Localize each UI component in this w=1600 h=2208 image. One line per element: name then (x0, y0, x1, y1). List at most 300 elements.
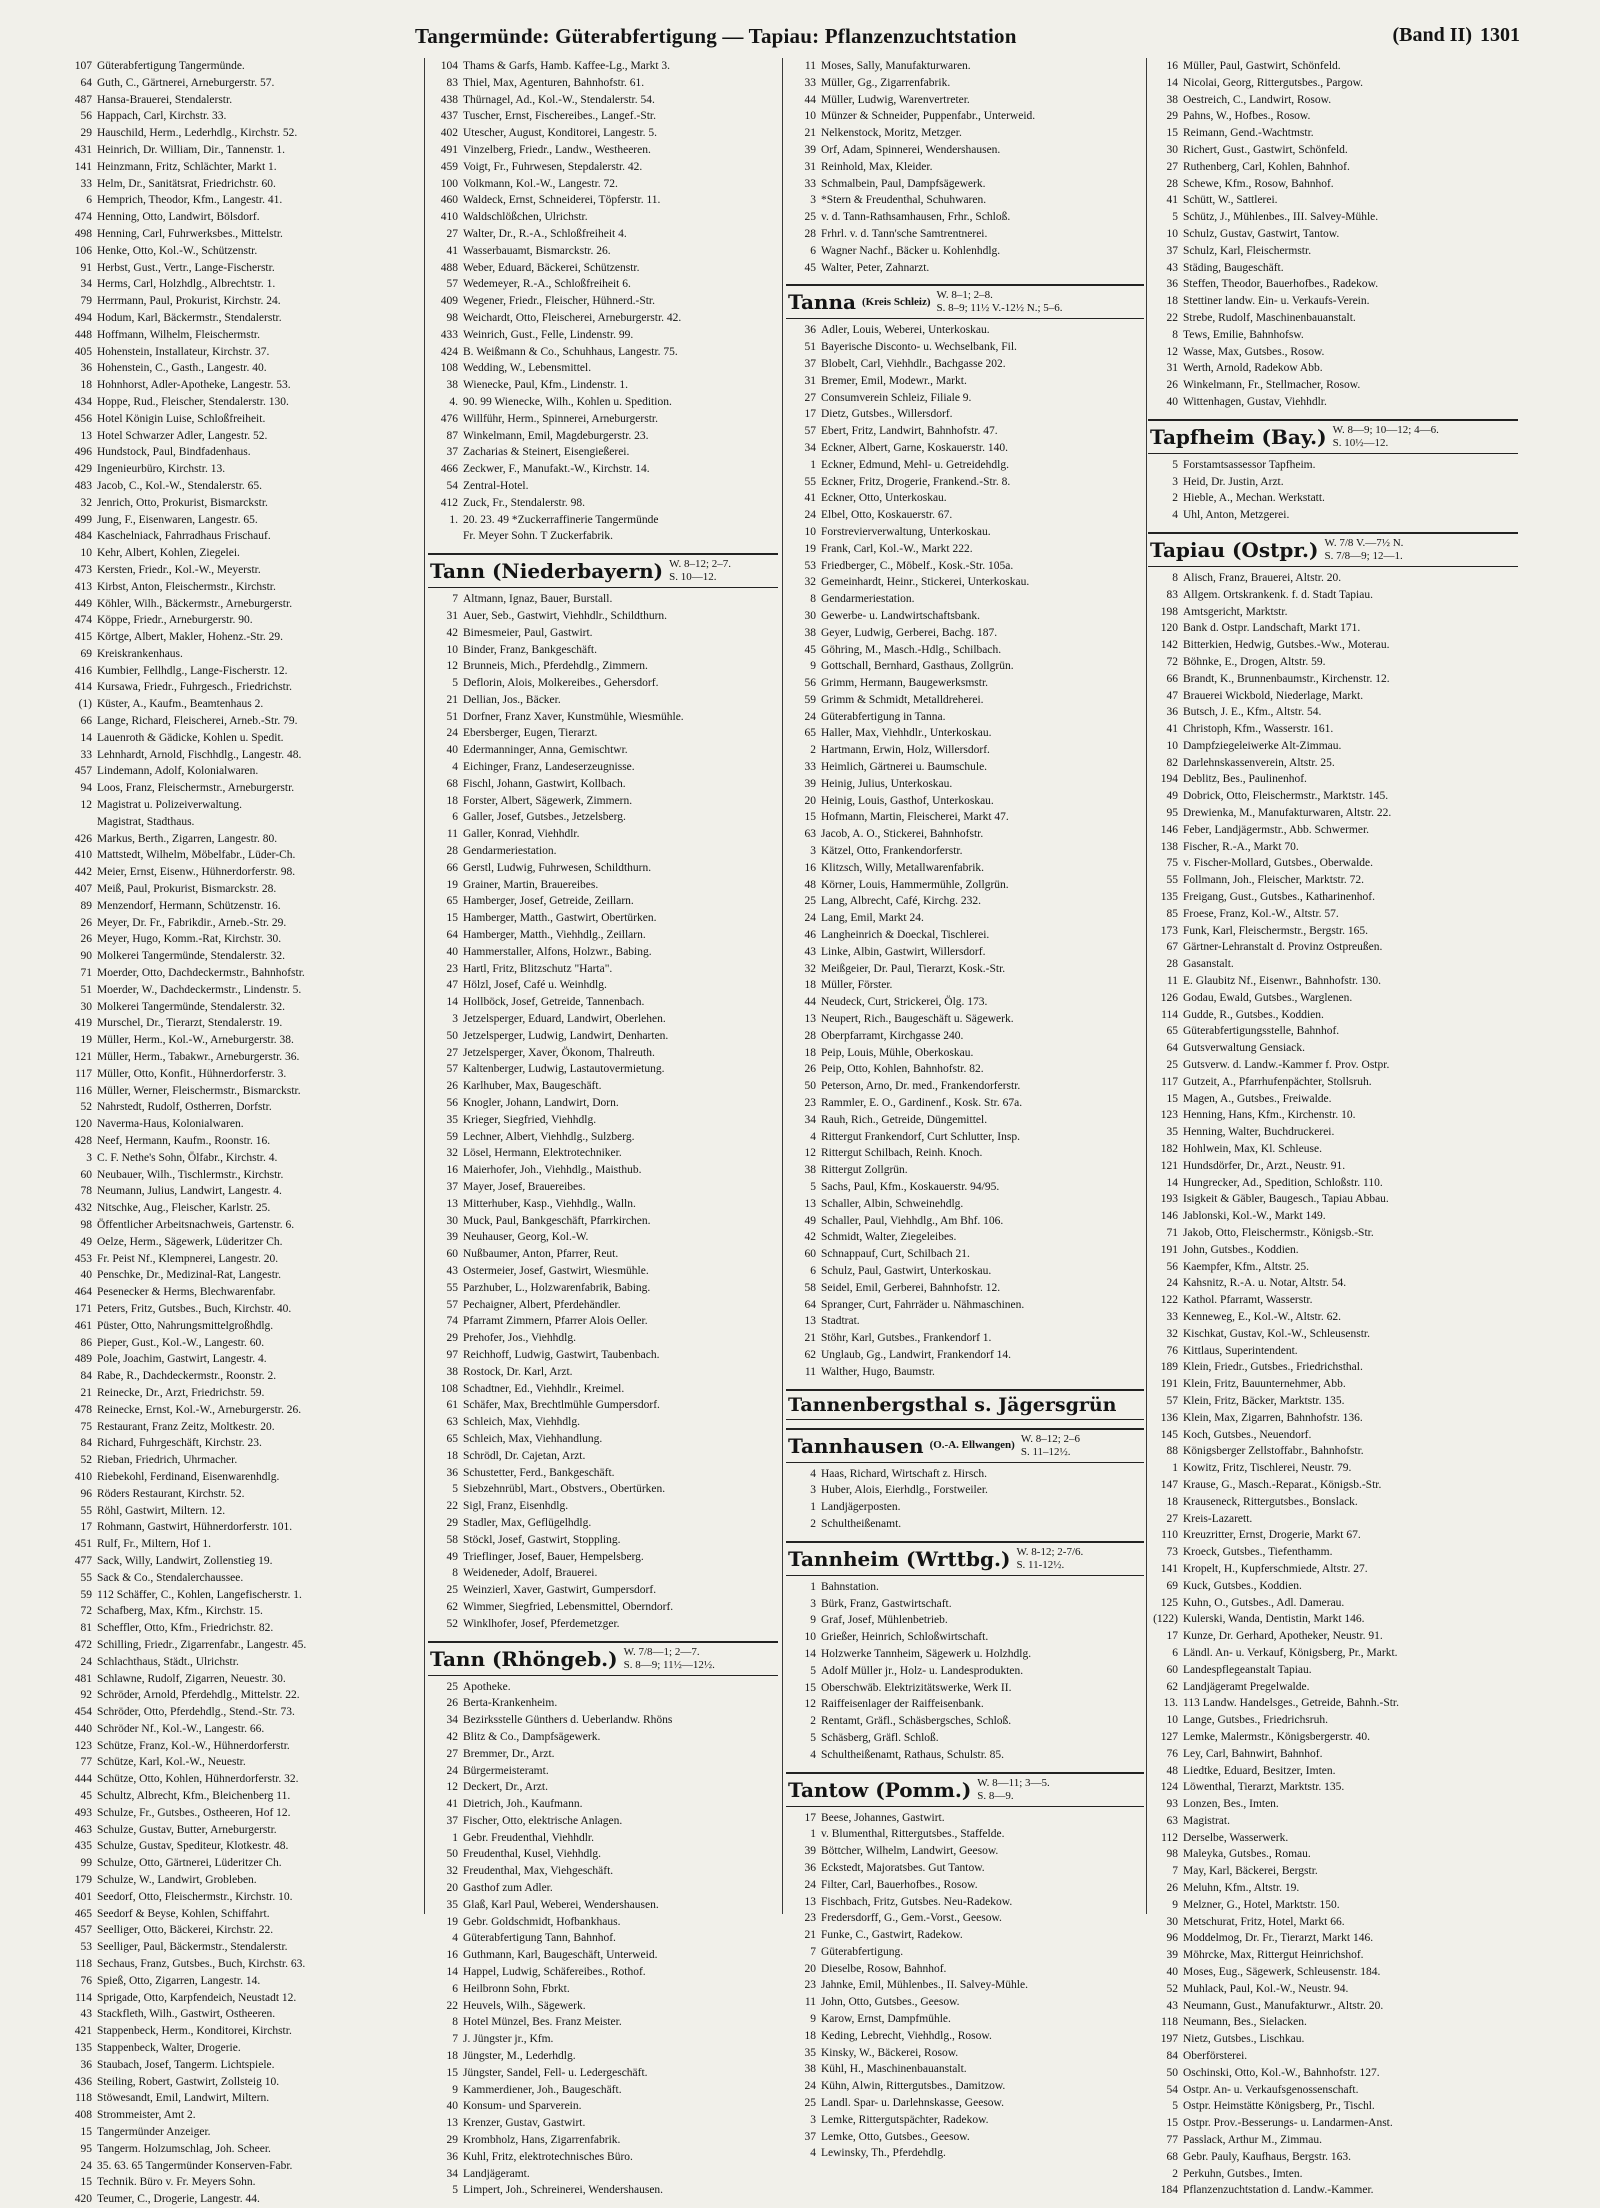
list-item (1148, 1544, 1518, 1561)
phone-number: 173 (1160, 924, 1178, 937)
office-hours: W. 7/8 V.—7½ N. S. 7/8—9; 12—1. (1324, 536, 1404, 562)
phone-number: 4. (449, 395, 458, 408)
phone-number: 28 (804, 1029, 816, 1042)
phone-number: 5 (452, 2184, 458, 2197)
phone-number: 9 (452, 2083, 458, 2096)
phone-number: 459 (440, 160, 458, 173)
phone-number: 33 (80, 177, 92, 190)
phone-number: 118 (75, 2092, 92, 2105)
phone-number: 51 (446, 710, 458, 723)
phone-number: 26 (80, 933, 92, 946)
list-item (786, 356, 1144, 373)
list-item (1148, 822, 1518, 839)
list-item (1148, 310, 1518, 327)
list-item (428, 1712, 778, 1729)
entry-text: Waldeck, Ernst, Schneiderei, Töpferstr. 11. (463, 194, 661, 207)
entry-text: Schröder Nf., Kol.-W., Langestr. 66. (97, 1722, 265, 1735)
phone-number: 53 (80, 1941, 92, 1954)
phone-number: 124 (1160, 1781, 1178, 1794)
phone-number: 64 (804, 1298, 816, 1311)
entry-text: C. F. Nethe's Sohn, Ölfabr., Kirchstr. 4. (97, 1151, 278, 1164)
entry-text: Hodum, Karl, Bäckermstr., Stendalerstr. (97, 311, 282, 324)
phone-number: 498 (74, 227, 92, 240)
phone-number: 16 (804, 861, 816, 874)
entry-text: Kuhl, Fritz, elektrotechnisches Büro. (463, 2150, 633, 2163)
phone-number: 478 (74, 1403, 92, 1416)
list-item (428, 1549, 778, 1566)
entry-text: Kammerdiener, Joh., Baugeschäft. (463, 2083, 622, 2096)
phone-number: 434 (74, 395, 92, 408)
list-item (428, 910, 778, 927)
list-item (1148, 1040, 1518, 1057)
entry-text: Klein, Fritz, Bäcker, Marktstr. 135. (1183, 1394, 1345, 1407)
entry-text: Hungrecker, Ad., Spedition, Schloßstr. 110. (1183, 1176, 1383, 1189)
phone-number: 112 (1161, 1831, 1178, 1844)
phone-number: 35 (1166, 1126, 1178, 1139)
phone-number: 25 (804, 2097, 816, 2110)
list-item (62, 965, 422, 982)
phone-number: 4 (810, 2147, 816, 2160)
phone-number: 16 (446, 1164, 458, 1177)
phone-number: 21 (804, 1929, 816, 1942)
entry-text: Eckner, Fritz, Drogerie, Frankend.-Str. 8. (821, 475, 1011, 488)
entry-text: Kumbier, Fellhdlg., Lange-Fischerstr. 12. (97, 664, 288, 677)
entry-text: Freudenthal, Max, Viehgeschäft. (463, 1865, 614, 1878)
phone-number: 75 (1166, 857, 1178, 870)
list-item (62, 58, 422, 75)
entry-text: Thürnagel, Ad., Kol.-W., Stendalerstr. 54. (463, 93, 655, 106)
entry-text: Zeckwer, F., Manufakt.-W., Kirchstr. 14. (463, 463, 650, 476)
entry-text: Schultz, Albrecht, Kfm., Bleichenberg 11. (97, 1790, 291, 1803)
phone-number: 13 (446, 1197, 458, 1210)
phone-number: 33 (80, 748, 92, 761)
phone-number: 29 (446, 1516, 458, 1529)
entry-text: Weber, Eduard, Bäckerei, Schützenstr. (463, 261, 640, 274)
list-item (428, 1679, 778, 1696)
list-item (62, 763, 422, 780)
entry-text: Bimesmeier, Paul, Gastwirt. (463, 626, 593, 639)
phone-number: 29 (1166, 110, 1178, 123)
list-item (428, 1095, 778, 1112)
list-item (428, 591, 778, 608)
entry-text: Frank, Carl, Kol.-W., Markt 222. (821, 542, 973, 555)
entry-text: Landjägeramt Pregelwalde. (1183, 1680, 1310, 1693)
list-item (428, 1061, 778, 1078)
phone-number: 23 (804, 1979, 816, 1992)
entry-text: Maierhofer, Joh., Viehhdlg., Maisthub. (463, 1164, 642, 1177)
phone-number: 41 (446, 1798, 458, 1811)
entry-text: Murschel, Dr., Tierarzt, Stendalerstr. 19. (97, 1017, 283, 1030)
phone-number: 198 (1160, 605, 1178, 618)
entry-text: Dieselbe, Rosow, Bahnhof. (821, 1962, 947, 1975)
list-item (428, 1616, 778, 1633)
list-item (62, 1335, 422, 1352)
place-name: Tannhausen (788, 1433, 924, 1458)
phone-number: 88 (1166, 1445, 1178, 1458)
entry-text: Funk, Karl, Fleischermstr., Bergstr. 165. (1183, 924, 1369, 937)
list-item (1148, 889, 1518, 906)
phone-number: 141 (74, 160, 92, 173)
list-item (62, 646, 422, 663)
phone-number: 126 (1160, 991, 1178, 1004)
entry-text: Siebzehnrübl, Mart., Obstvers., Obertürken. (463, 1483, 666, 1496)
list-item (786, 961, 1144, 978)
place-name: Tanna (788, 290, 856, 315)
phone-number: 50 (804, 1080, 816, 1093)
list-item (786, 1894, 1144, 1911)
entry-text: Bürk, Franz, Gastwirtschaft. (821, 1597, 952, 1610)
entry-text: Meluhn, Kfm., Altstr. 19. (1183, 1882, 1300, 1895)
list-item (62, 1536, 422, 1553)
list-item (1148, 1763, 1518, 1780)
entry-text: Rieban, Friedrich, Uhrmacher. (97, 1454, 238, 1467)
phone-number: 38 (804, 626, 816, 639)
entry-text: Schulze, Gustav, Butter, Arneburgerstr. (97, 1823, 277, 1836)
entry-text: Hotel Schwarzer Adler, Langestr. 52. (97, 429, 268, 442)
entry-text: Kinsky, W., Bäckerei, Rosow. (821, 2046, 959, 2059)
phone-number: 108 (440, 1382, 458, 1395)
list-item (786, 507, 1144, 524)
entry-text: Kreiskrankenhaus. (97, 647, 183, 660)
phone-number: 429 (74, 463, 92, 476)
entry-text: Sachs, Paul, Kfm., Koskauerstr. 94/95. (821, 1181, 1000, 1193)
entry-text: John, Otto, Gutsbes., Geesow. (821, 1996, 960, 2009)
phone-number: 30 (80, 1000, 92, 1013)
entry-text: Dobrick, Otto, Fleischermstr., Marktstr. 145. (1183, 790, 1389, 803)
entry-text: Vinzelberg, Friedr., Landw., Westheeren. (463, 143, 651, 156)
phone-number: 125 (1160, 1596, 1178, 1609)
phone-number: 57 (804, 425, 816, 438)
entry-text: Neumann, Gust., Manufakturwr., Altstr. 20. (1183, 1999, 1384, 2012)
list-item (62, 1234, 422, 1251)
phone-number: 33 (1166, 1310, 1178, 1323)
list-item (1148, 2031, 1518, 2048)
entry-text: Holzwerke Tannheim, Sägewerk u. Holzhdlg. (821, 1647, 1032, 1660)
entry-text: Trieflinger, Josef, Bauer, Hempelsberg. (463, 1550, 644, 1563)
phone-number: 481 (74, 1672, 92, 1685)
phone-number: 22 (446, 1999, 458, 2012)
office-hours: W. 7/8—1; 2—7. S. 8—9; 11½—12½. (623, 1645, 715, 1671)
list-item (62, 495, 422, 512)
phone-number: 52 (80, 1454, 92, 1467)
entry-text: Gottschall, Bernhard, Gasthaus, Zollgrün. (821, 660, 1014, 673)
phone-number: 122 (1160, 1294, 1178, 1307)
list-item (1148, 1158, 1518, 1175)
entry-text: 112 Schäffer, C., Kohlen, Langefischerstr. 1. (97, 1588, 302, 1601)
entry-text: Hemprich, Theodor, Kfm., Langestr. 41. (97, 194, 283, 207)
phone-number: 33 (804, 761, 816, 774)
phone-number: 114 (75, 1991, 92, 2004)
phone-number: 84 (1166, 2050, 1178, 2063)
entry-text: Kittlaus, Superintendent. (1183, 1344, 1298, 1357)
phone-number: 12 (446, 1781, 458, 1794)
phone-number: 15 (804, 811, 816, 824)
phone-number: 77 (1166, 2134, 1178, 2147)
entry-text: Gerstl, Ludwig, Fuhrwesen, Schildthurn. (463, 861, 652, 874)
entry-text: Oschinski, Otto, Kol.-W., Bahnhofstr. 127. (1183, 2066, 1380, 2079)
phone-number: 73 (1166, 1546, 1178, 1559)
phone-number: 37 (446, 446, 458, 459)
entry-text: Oestreich, C., Landwirt, Rosow. (1183, 93, 1332, 106)
list-item (428, 642, 778, 659)
phone-number: 59 (446, 1130, 458, 1143)
list-item (428, 1297, 778, 1314)
list-item (62, 1167, 422, 1184)
entry-text: Weichardt, Otto, Fleischerei, Arneburgerstr. 42. (463, 311, 682, 324)
list-item (428, 1112, 778, 1129)
phone-number: 35 (446, 1113, 458, 1126)
phone-number: 19 (446, 1915, 458, 1928)
entry-text: Parzhuber, L., Holzwarenfabrik, Babing. (463, 1281, 651, 1294)
entry-text: Zentral-Hotel. (463, 479, 529, 492)
phone-number: 40 (446, 744, 458, 757)
phone-number: 23 (446, 962, 458, 975)
list-item (62, 2006, 422, 2023)
list-item (62, 1469, 422, 1486)
phone-number: 31 (804, 160, 816, 173)
phone-number: 29 (446, 2134, 458, 2147)
phone-number: 40 (1166, 1966, 1178, 1979)
entry-text: Thams & Garfs, Hamb. Kaffee-Lg., Markt 3. (463, 60, 671, 72)
phone-number: 120 (74, 1118, 92, 1131)
phone-number: 57 (446, 1063, 458, 1076)
list-item (428, 226, 778, 243)
phone-number: 106 (74, 244, 92, 257)
entry-text: Bürgermeisteramt. (463, 1764, 549, 1777)
list-item (62, 2174, 422, 2191)
list-item (428, 1880, 778, 1897)
phone-number: 421 (74, 2025, 92, 2038)
list-item (428, 692, 778, 709)
phone-number: 52 (446, 1617, 458, 1630)
entry-text: Landjägerposten. (821, 1501, 901, 1514)
phone-number: 12 (1166, 345, 1178, 358)
list-item (786, 2028, 1144, 2045)
list-item (1148, 58, 1518, 75)
phone-number: 460 (440, 194, 458, 207)
phone-number: 50 (446, 1029, 458, 1042)
entry-text: Hundsdörfer, Dr., Arzt., Neustr. 91. (1183, 1159, 1346, 1172)
phone-number: 12 (804, 1698, 816, 1711)
list-item (428, 2065, 778, 2082)
entry-text: 90. 99 Wienecke, Wilh., Kohlen u. Spedition. (463, 395, 672, 408)
list-item (428, 675, 778, 692)
list-item (1148, 1611, 1518, 1628)
list-item (1148, 721, 1518, 738)
phone-number: 414 (74, 681, 92, 694)
phone-number: 438 (440, 93, 458, 106)
phone-number: 34 (80, 278, 92, 291)
list-item (62, 713, 422, 730)
list-item (62, 260, 422, 277)
phone-number: 20 (804, 794, 816, 807)
entry-text: Forstrevierverwaltung, Unterkoskau. (821, 525, 991, 538)
phone-number: 36 (446, 2150, 458, 2163)
entry-text: Fredersdorff, G., Gem.-Vorst., Geesow. (821, 1912, 1002, 1925)
list-item (428, 2098, 778, 2115)
entry-text: Seidel, Emil, Gerberei, Bahnhofstr. 12. (821, 1281, 1001, 1294)
entry-text: Hollböck, Josef, Getreide, Tannenbach. (463, 996, 645, 1009)
entry-text: Tews, Emilie, Bahnhofsw. (1183, 328, 1304, 341)
phone-number: 32 (1166, 1327, 1178, 1340)
phone-number: 75 (80, 1420, 92, 1433)
list-item (428, 2082, 778, 2099)
list-item (786, 558, 1144, 575)
entry-text: Binder, Franz, Bankgeschäft. (463, 643, 597, 656)
column-4 (1148, 58, 1518, 2199)
list-item (428, 1397, 778, 1414)
entry-text: Lauenroth & Gädicke, Kohlen u. Spedit. (97, 731, 284, 744)
phone-number: 49 (804, 1214, 816, 1227)
list-item (1148, 192, 1518, 209)
phone-number: 8 (452, 1567, 458, 1580)
phone-number: 64 (446, 929, 458, 942)
list-item (428, 809, 778, 826)
phone-number: 18 (804, 1046, 816, 1059)
list-item (1148, 1578, 1518, 1595)
phone-number: 1 (810, 1501, 816, 1514)
entry-text: Pole, Joachim, Gastwirt, Langestr. 4. (97, 1353, 267, 1366)
entry-text: Zacharias & Steinert, Eisengießerei. (463, 446, 630, 459)
phone-number: 11 (446, 828, 458, 841)
phone-number: 52 (80, 1101, 92, 1114)
entry-text: Gendarmeriestation. (463, 845, 557, 858)
phone-number: 135 (1160, 891, 1178, 904)
phone-number: 38 (446, 1365, 458, 1378)
entry-text: Güterabfertigung Tann, Bahnhof. (463, 1932, 616, 1945)
list-item (1148, 738, 1518, 755)
list-item (428, 893, 778, 910)
phone-number: 11 (804, 1365, 816, 1378)
phone-number: 42 (446, 626, 458, 639)
phone-number: 3 (86, 1151, 92, 1164)
phone-number: 55 (80, 1504, 92, 1517)
entry-text: Molkerei Tangermünde, Stendalerstr. 32. (97, 950, 286, 963)
list-item (786, 1045, 1144, 1062)
entry-text: Glaß, Karl Paul, Weberei, Wendershausen. (463, 1898, 659, 1911)
list-item (786, 2045, 1144, 2062)
entry-text: Schaller, Paul, Viehhdlg., Am Bhf. 106. (821, 1214, 1004, 1227)
entry-text: B. Weißmann & Co., Schuhhaus, Langestr. 75. (463, 345, 678, 358)
list-item (786, 1263, 1144, 1280)
list-item (1148, 1074, 1518, 1091)
entry-text: Schulz, Gustav, Gastwirt, Tantow. (1183, 227, 1340, 240)
phone-number: 30 (446, 1214, 458, 1227)
list-item (1148, 344, 1518, 361)
entry-text: Voigt, Fr., Fuhrwesen, Stepdalerstr. 42. (463, 160, 643, 173)
list-item (1148, 1376, 1518, 1393)
phone-number: 432 (74, 1202, 92, 1215)
entry-text: Dorfner, Franz Xaver, Kunstmühle, Wiesmühle. (463, 710, 684, 723)
list-item (62, 2191, 422, 2208)
list-item (428, 1930, 778, 1947)
list-item (62, 1419, 422, 1436)
list-item (1148, 1527, 1518, 1544)
list-item (428, 1162, 778, 1179)
entry-text: Feber, Landjägermstr., Abb. Schwermer. (1183, 823, 1370, 836)
entry-text: Nietz, Gutsbes., Lischkau. (1183, 2033, 1305, 2046)
list-item (428, 1179, 778, 1196)
entry-text: Ingenieurbüro, Kirchstr. 13. (97, 463, 226, 476)
list-item (428, 1078, 778, 1095)
list-item (62, 293, 422, 310)
list-item (62, 982, 422, 999)
entry-text: Ostermeier, Josef, Gastwirt, Wiesmühle. (463, 1264, 649, 1277)
entry-text: Spranger, Curt, Fahrräder u. Nähmaschinen. (821, 1298, 1025, 1311)
entry-text: Freigang, Gust., Gutsbes., Katharinenhof. (1183, 891, 1375, 904)
list-item (62, 1990, 422, 2007)
phone-number: 79 (80, 295, 92, 308)
phone-number: 1 (810, 1580, 816, 1593)
entry-text: Godau, Ewald, Gutsbes., Warglenen. (1183, 991, 1353, 1004)
entry-text: Kersten, Friedr., Kol.-W., Meyerstr. (97, 563, 261, 576)
entry-text: Öffentlicher Arbeitsnachweis, Gartenstr. 6. (97, 1218, 295, 1231)
entry-text: Weinzierl, Xaver, Gastwirt, Gumpersdorf. (463, 1584, 657, 1597)
list-item (62, 1603, 422, 1620)
entry-text: Kaempfer, Kfm., Altstr. 25. (1183, 1260, 1310, 1273)
entry-text: Küster, A., Kaufm., Beamtenhaus 2. (97, 698, 264, 711)
phone-number: 420 (74, 2193, 92, 2206)
list-item (786, 1280, 1144, 1297)
phone-number: 41 (446, 244, 458, 257)
phone-number: 2 (1172, 492, 1178, 505)
phone-number: 14 (1166, 76, 1178, 89)
list-item (786, 826, 1144, 843)
entry-text: Neubauer, Wilh., Tischlermstr., Kirchstr. (97, 1168, 284, 1181)
entry-text: Mattstedt, Wilhelm, Möbelfabr., Lüder-Ch. (97, 849, 296, 862)
phone-number: 15 (80, 2126, 92, 2139)
list-item (786, 339, 1144, 356)
entry-text: Loos, Franz, Fleischermstr., Arneburgerstr. (97, 782, 295, 795)
entry-text: Göhring, M., Masch.-Hdlg., Schilbach. (821, 643, 1002, 656)
entry-text: Amtsgericht, Marktstr. (1183, 605, 1288, 618)
list-item (1148, 2182, 1518, 2199)
entry-text: Gebr. Goldschmidt, Hofbankhaus. (463, 1915, 621, 1928)
list-item (1148, 457, 1518, 474)
list-item (428, 1599, 778, 1616)
list-item (1148, 2166, 1518, 2183)
list-item (1148, 1679, 1518, 1696)
phone-number: 36 (446, 1466, 458, 1479)
list-item (786, 1061, 1144, 1078)
phone-number: 59 (80, 1588, 92, 1601)
entry-text: Linke, Albin, Gastwirt, Willersdorf. (821, 945, 986, 958)
entry-text: Drewienka, M., Manufakturwaren, Altstr. 22. (1183, 807, 1392, 820)
entry-text: Maleyka, Gutsbes., Romau. (1183, 1848, 1311, 1861)
phone-number: 43 (1166, 261, 1178, 274)
phone-number: 43 (80, 2008, 92, 2021)
entry-text: Guth, C., Gärtnerei, Arneburgerstr. 57. (97, 76, 275, 89)
entry-text: Eichinger, Franz, Landeserzeugnisse. (463, 761, 635, 774)
entry-text: v. d. Tann-Rathsamhausen, Frhr., Schloß. (821, 211, 1011, 224)
entry-text: Beese, Johannes, Gastwirt. (821, 1811, 945, 1824)
entry-text: Magistrat. (1183, 1814, 1230, 1827)
list-item (62, 1066, 422, 1083)
list-item (1148, 788, 1518, 805)
list-item (786, 1213, 1144, 1230)
list-item (786, 243, 1144, 260)
entry-text: Heuvels, Wilh., Sägewerk. (463, 1999, 586, 2012)
entry-text: Lonzen, Bes., Imten. (1183, 1798, 1279, 1811)
list-item (62, 310, 422, 327)
phone-number: 25 (446, 1680, 458, 1693)
list-item (1148, 2065, 1518, 2082)
phone-number: 33 (804, 177, 816, 190)
entry-text: Fr. Peist Nf., Klempnerei, Langestr. 20. (97, 1252, 279, 1265)
entry-text: Hundstock, Paul, Bindfadenhaus. (97, 446, 251, 459)
entry-text: Henke, Otto, Kol.-W., Schützenstr. (97, 244, 258, 257)
entry-text: Strebe, Rudolf, Maschinenbauanstalt. (1183, 311, 1356, 324)
